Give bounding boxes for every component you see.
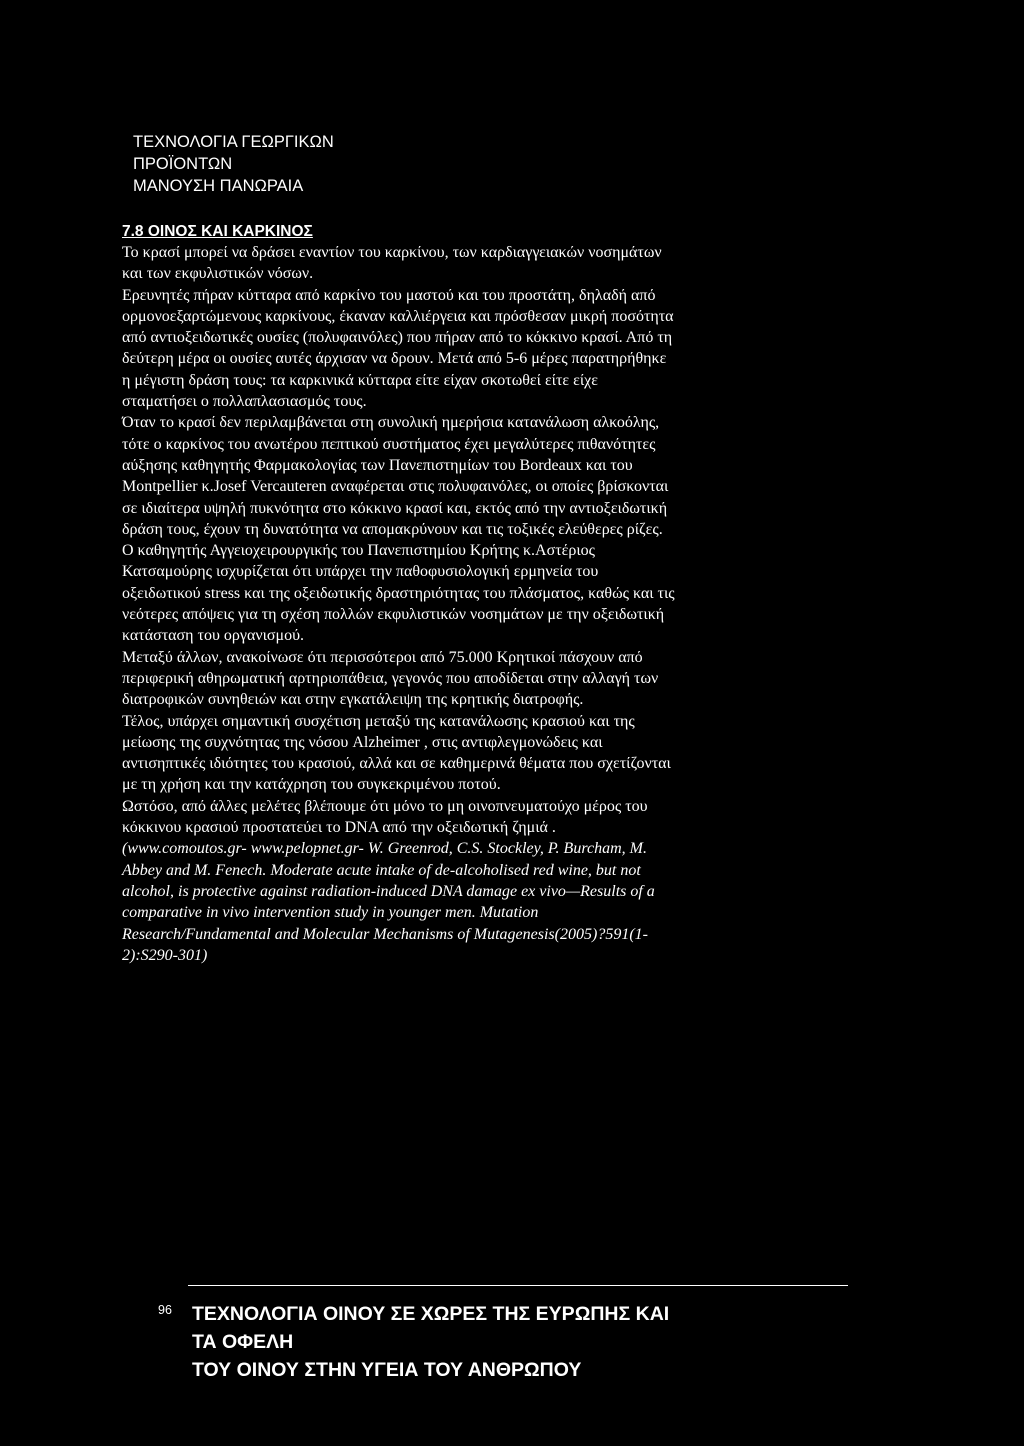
text-line: η μέγιστη δράση τους: τα καρκινικά κύτταρα είτε είχαν σκοτωθεί είτε είχε (122, 371, 598, 389)
section-title: 7.8 ΟΙΝΟΣ ΚΑΙ ΚΑΡΚΙΝΟΣ (122, 223, 313, 240)
text-line: από αντιοξειδωτικές ουσίες (πολυφαινόλες) που πήραν από το κόκκινο κρασί. Από τη (122, 329, 673, 347)
text-line: ορμονοεξαρτώμενους καρκίνους, έκαναν καλλιέργεια και πρόσθεσαν μικρή ποσότητα (122, 307, 674, 325)
paragraph-1 (122, 242, 848, 285)
footer-title-line-1: ΤΕΧΝΟΛΟΓΙΑ ΟΙΝΟΥ ΣΕ ΧΩΡΕΣ ΤΗΣ ΕΥΡΩΠΗΣ ΚΑΙ (192, 1303, 670, 1325)
text-line: οξειδωτικού stress και της οξειδωτικής δραστηριότητας του πλάσματος, καθώς και τις (122, 584, 675, 602)
reference-line: alcohol, is protective against radiation-induced DNA damage ex vivo—Results of a (122, 882, 655, 900)
reference-line: (www.comoutos.gr- www.pelopnet.gr- W. Greenrod, C.S. Stockley, P. Burcham, M. (122, 840, 647, 858)
footer-title-line-2: ΤΑ ΟΦΕΛΗ (192, 1331, 294, 1353)
text-line: με τη χρήση και την κατάχρηση του συγκεκριμένου ποτού. (122, 776, 501, 794)
text-line: Μεταξύ άλλων, ανακοίνωσε ότι περισσότεροι από 75.000 Κρητικοί πάσχουν από (122, 648, 643, 666)
page-header (133, 131, 334, 197)
text-line: Ερευνητές πήραν κύτταρα από καρκίνο του μαστού και του προστάτη, δηλαδή από (122, 286, 656, 304)
paragraph-2 (122, 285, 848, 413)
footer-divider (188, 1285, 848, 1286)
page-number: 96 (158, 1303, 172, 1317)
text-line: περιφερική αθηρωματική αρτηριοπάθεια, γεγονός που αποδίδεται στην αλλαγή των (122, 669, 659, 687)
paragraph-7 (122, 796, 848, 839)
reference-line: 2):S290-301) (122, 946, 208, 964)
text-line: Το κρασί μπορεί να δράσει εναντίον του καρκίνου, των καρδιαγγειακών νοσημάτων (122, 244, 662, 261)
text-line: νεότερες απόψεις για τη σχέση πολλών εκφυλιστικών νοσημάτων με την οξειδωτική (122, 606, 665, 624)
text-line: Montpellier κ.Josef Vercauteren αναφέρεται στις πολυφαινόλες, οι οποίες βρίσκονται (122, 478, 669, 496)
text-line: μείωσης της συχνότητας της νόσου Alzheimer , στις αντιφλεγμονώδεις και (122, 733, 603, 751)
reference-line: Abbey and M. Fenech. Moderate acute intake of de-alcoholised red wine, but not (122, 861, 641, 879)
reference-line: comparative in vivo intervention study in younger men. Mutation (122, 904, 539, 922)
reference-citation (122, 838, 848, 966)
text-line: Τέλος, υπάρχει σημαντική συσχέτιση μεταξύ της κατανάλωσης κρασιού και της (122, 712, 635, 730)
text-line: κατάσταση του οργανισμού. (122, 627, 304, 645)
reference-line: Research/Fundamental and Molecular Mechanisms of Mutagenesis(2005)?591(1- (122, 925, 648, 943)
paragraph-6 (122, 711, 848, 796)
text-line: κόκκινου κρασιού προστατεύει το DNA από την οξειδωτική ζημιά . (122, 819, 556, 837)
footer-title (192, 1300, 669, 1384)
text-line: σταματήσει ο πολλαπλασιασμός τους. (122, 393, 367, 411)
footer-title-line-3: ΤΟΥ ΟΙΝΟΥ ΣΤΗΝ ΥΓΕΙΑ ΤΟΥ ΑΝΘΡΩΠΟΥ (192, 1359, 582, 1381)
header-line-3: ΜΑΝΟΥΣΗ ΠΑΝΩΡΑΙΑ (133, 177, 304, 195)
paragraph-5 (122, 647, 848, 711)
text-line: δράση τους, έχουν τη δυνατότητα να απομακρύνουν και τις τοξικές ελεύθερες ρίζες. (122, 520, 663, 538)
text-line: αύξησης καθηγητής Φαρμακολογίας των Πανεπιστημίων του Bordeaux και του (122, 456, 633, 474)
paragraph-4 (122, 540, 848, 646)
header-line-2: ΠΡΟΪΟΝΤΩΝ (133, 155, 233, 173)
text-line: Ο καθηγητής Αγγειοχειρουργικής του Πανεπιστημίου Κρήτης κ.Αστέριος (122, 542, 595, 560)
text-line: Όταν το κρασί δεν περιλαμβάνεται στη συνολική ημερήσια κατανάλωση αλκοόλης, (122, 414, 660, 432)
text-line: αντισηπτικές ιδιότητες του κρασιού, αλλά και σε καθημερινά θέματα που σχετίζονται (122, 755, 671, 773)
text-line: Κατσαμούρης ισχυρίζεται ότι υπάρχει την παθοφυσιολογική ερμηνεία του (122, 563, 599, 581)
header-line-1: ΤΕΧΝΟΛΟΓΙΑ ΓΕΩΡΓΙΚΩΝ (133, 133, 334, 151)
text-line: και των εκφυλιστικών νόσων. (122, 265, 314, 283)
text-line: Ωστόσο, από άλλες μελέτες βλέπουμε ότι μόνο το μη οινοπνευματούχο μέρος του (122, 797, 648, 815)
text-line: τότε ο καρκίνος του ανωτέρου πεπτικού συστήματος έχει μεγαλύτερες πιθανότητες (122, 435, 656, 453)
text-line: διατροφικών συνηθειών και στην εγκατάλειψη της κρητικής διατροφής. (122, 691, 584, 709)
paragraph-3 (122, 412, 848, 540)
text-line: σε ιδιαίτερα υψηλή πυκνότητα στο κόκκινο κρασί και, εκτός από την αντιοξειδωτική (122, 499, 668, 517)
document-body (122, 222, 848, 966)
text-line: δεύτερη μέρα οι ουσίες αυτές άρχισαν να δρουν. Μετά από 5-6 μέρες παρατηρήθηκε (122, 350, 667, 368)
